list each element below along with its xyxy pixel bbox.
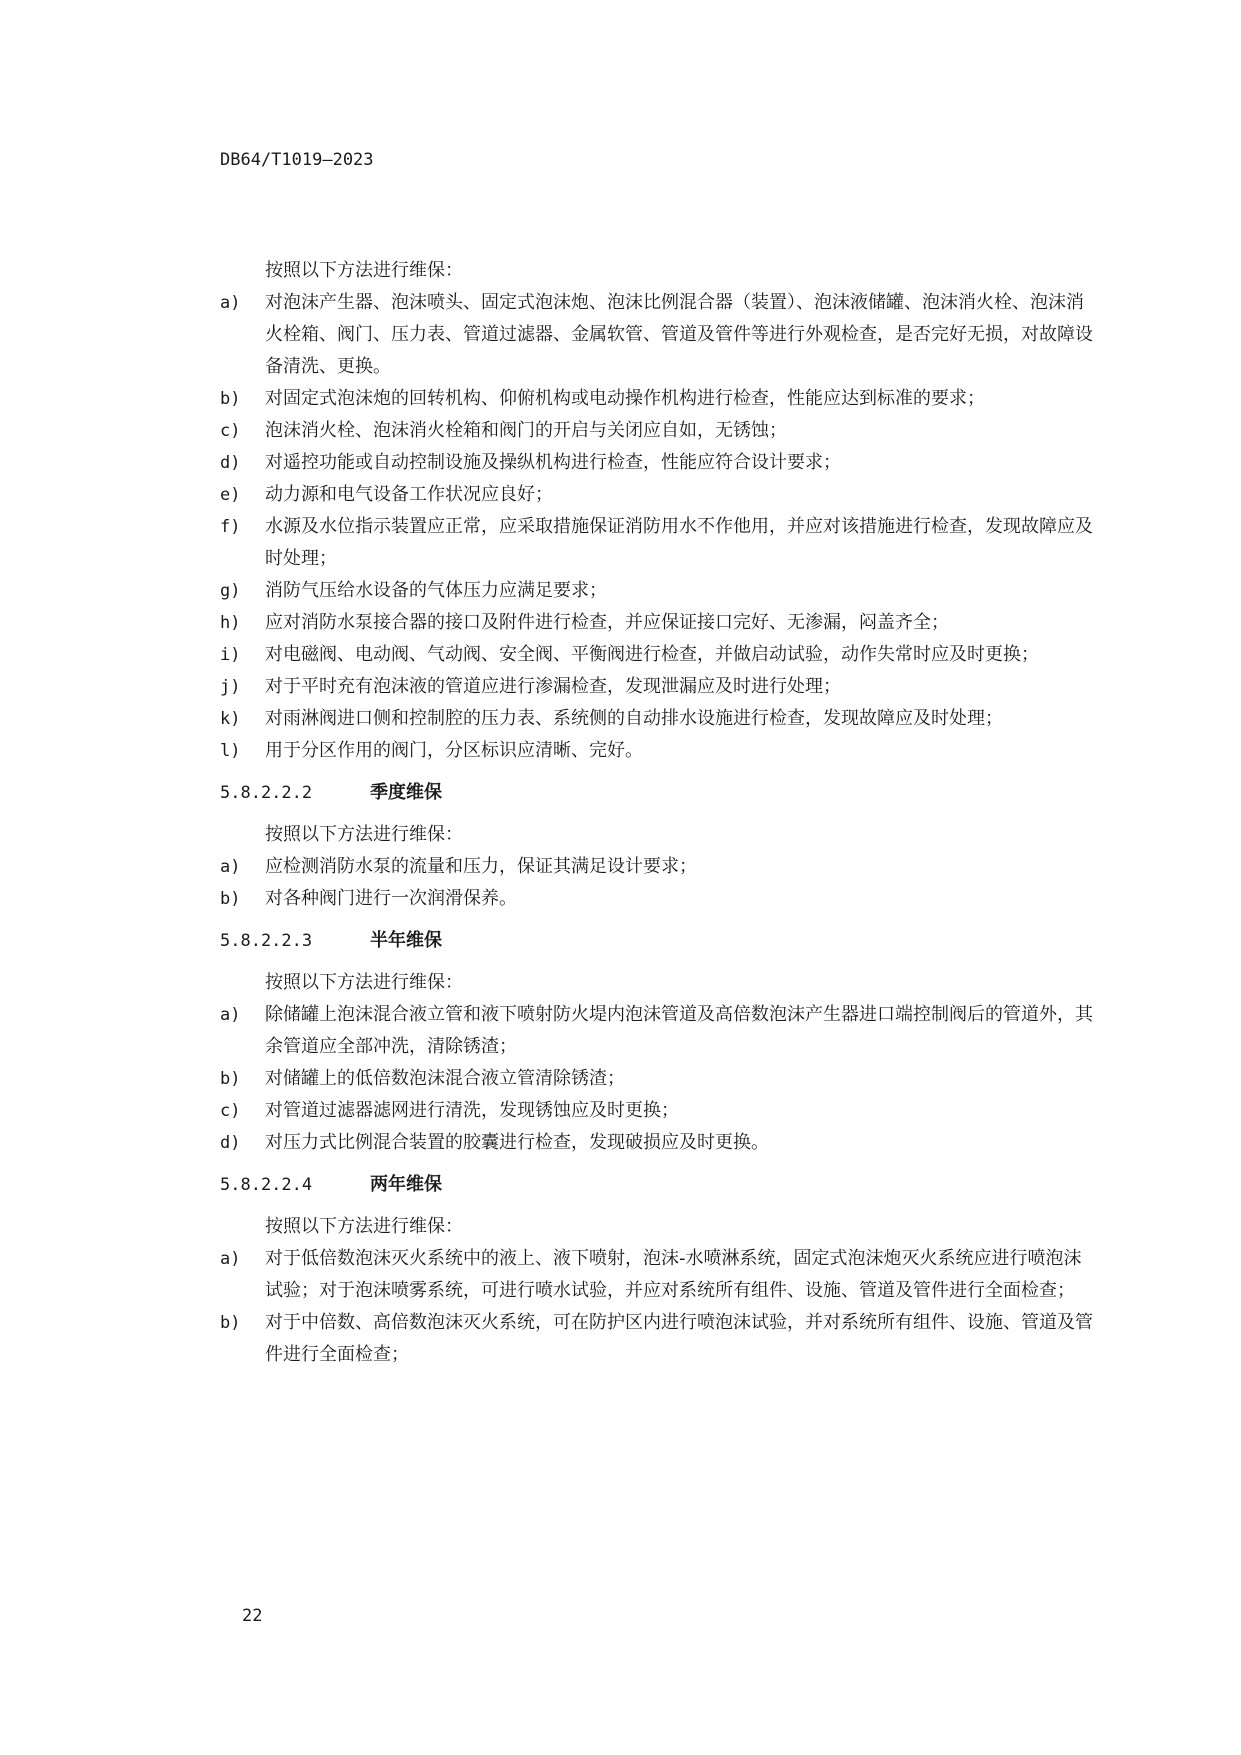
item-label: k): [220, 709, 241, 729]
item-list: [220, 287, 1095, 767]
list-item: [220, 607, 1095, 639]
list-item: [220, 415, 1095, 447]
list-item: [220, 1095, 1095, 1127]
item-label: g): [220, 581, 241, 601]
list-item: [220, 1127, 1095, 1159]
item-label: a): [220, 293, 241, 313]
list-item: [220, 999, 1095, 1063]
item-text: 对遥控功能或自动控制设施及操纵机构进行检查，性能应符合设计要求；: [265, 452, 841, 473]
item-label: a): [220, 1005, 241, 1025]
list-item: [220, 479, 1095, 511]
list-item: [220, 1243, 1095, 1307]
item-label: d): [220, 1133, 241, 1153]
item-text: 对泡沫产生器、泡沫喷头、固定式泡沫炮、泡沫比例混合器（装置）、泡沫液储罐、泡沫消火栓、泡沫消火栓箱、阀门、压力表、管道过滤器、金属软管、管道及管件等进行外观检查，是否完好无损，对故障设备清洗、更换。: [265, 292, 1093, 377]
section-heading-quarterly: [220, 777, 1095, 809]
item-label: a): [220, 1249, 241, 1269]
item-label: b): [220, 889, 241, 909]
section-heading-semiannual: [220, 925, 1095, 957]
section-number: 5.8.2.2.3: [220, 931, 313, 951]
page-number: 22: [242, 1606, 263, 1626]
item-text: 动力源和电气设备工作状况应良好；: [265, 484, 553, 505]
list-item: [220, 883, 1095, 915]
item-text: 对管道过滤器滤网进行清洗，发现锈蚀应及时更换；: [265, 1100, 679, 1121]
item-label: c): [220, 421, 241, 441]
list-item: [220, 851, 1095, 883]
item-text: 对电磁阀、电动阀、气动阀、安全阀、平衡阀进行检查，并做启动试验，动作失常时应及时更换；: [265, 644, 1039, 665]
item-label: c): [220, 1101, 241, 1121]
list-item: [220, 671, 1095, 703]
item-text: 对雨淋阀进口侧和控制腔的压力表、系统侧的自动排水设施进行检查，发现故障应及时处理；: [265, 708, 1003, 729]
item-text: 除储罐上泡沫混合液立管和液下喷射防火堤内泡沫管道及高倍数泡沫产生器进口端控制阀后的管道外，其余管道应全部冲洗，清除锈渣；: [265, 1004, 1093, 1057]
section-title: 两年维保: [370, 1174, 442, 1195]
section-number: 5.8.2.2.4: [220, 1175, 313, 1195]
item-label: b): [220, 1069, 241, 1089]
section-title: 半年维保: [370, 930, 442, 951]
item-label: f): [220, 517, 241, 537]
item-text: 应对消防水泵接合器的接口及附件进行检查，并应保证接口完好、无渗漏，闷盖齐全；: [265, 612, 949, 633]
list-item: [220, 511, 1095, 575]
section-heading-biennial: [220, 1169, 1095, 1201]
item-text: 消防气压给水设备的气体压力应满足要求；: [265, 580, 607, 601]
item-text: 对于低倍数泡沫灭火系统中的液上、液下喷射，泡沫-水喷淋系统，固定式泡沫炮灭火系统应进行喷泡沫试验；对于泡沫喷雾系统，可进行喷水试验，并应对系统所有组件、设施、管道及管件进行全面检查；: [265, 1248, 1082, 1301]
item-label: l): [220, 741, 241, 761]
item-text: 对各种阀门进行一次润滑保养。: [265, 888, 517, 909]
item-label: b): [220, 1313, 241, 1333]
item-label: b): [220, 389, 241, 409]
item-text: 对固定式泡沫炮的回转机构、仰俯机构或电动操作机构进行检查，性能应达到标准的要求；: [265, 388, 985, 409]
intro-text: 按照以下方法进行维保：: [265, 972, 463, 993]
section-title: 季度维保: [370, 782, 442, 803]
item-text: 对压力式比例混合装置的胶囊进行检查，发现破损应及时更换。: [265, 1132, 769, 1153]
item-label: j): [220, 677, 241, 697]
list-item: [220, 287, 1095, 383]
item-text: 用于分区作用的阀门，分区标识应清晰、完好。: [265, 740, 643, 761]
list-item: [220, 1307, 1095, 1371]
item-label: h): [220, 613, 241, 633]
list-item: [220, 383, 1095, 415]
item-label: e): [220, 485, 241, 505]
list-item: [220, 735, 1095, 767]
intro-text: 按照以下方法进行维保：: [265, 824, 463, 845]
intro-text: 按照以下方法进行维保：: [265, 260, 463, 281]
list-item: [220, 1063, 1095, 1095]
item-text: 水源及水位指示装置应正常，应采取措施保证消防用水不作他用，并应对该措施进行检查，发现故障应及时处理；: [265, 516, 1093, 569]
item-text: 对于平时充有泡沫液的管道应进行渗漏检查，发现泄漏应及时进行处理；: [265, 676, 841, 697]
item-text: 对储罐上的低倍数泡沫混合液立管清除锈渣；: [265, 1068, 625, 1089]
item-text: 泡沫消火栓、泡沫消火栓箱和阀门的开启与关闭应自如，无锈蚀；: [265, 420, 787, 441]
item-label: i): [220, 645, 241, 665]
item-label: a): [220, 857, 241, 877]
item-text: 应检测消防水泵的流量和压力，保证其满足设计要求；: [265, 856, 697, 877]
list-item: [220, 703, 1095, 735]
item-text: 对于中倍数、高倍数泡沫灭火系统，可在防护区内进行喷泡沫试验，并对系统所有组件、设施、管道及管件进行全面检查；: [265, 1312, 1093, 1365]
intro-text: 按照以下方法进行维保：: [265, 1216, 463, 1237]
standard-code: DB64/T1019—2023: [220, 150, 374, 170]
list-item: [220, 575, 1095, 607]
page-content: [220, 255, 1095, 1371]
list-item: [220, 639, 1095, 671]
item-label: d): [220, 453, 241, 473]
list-item: [220, 447, 1095, 479]
section-number: 5.8.2.2.2: [220, 783, 313, 803]
